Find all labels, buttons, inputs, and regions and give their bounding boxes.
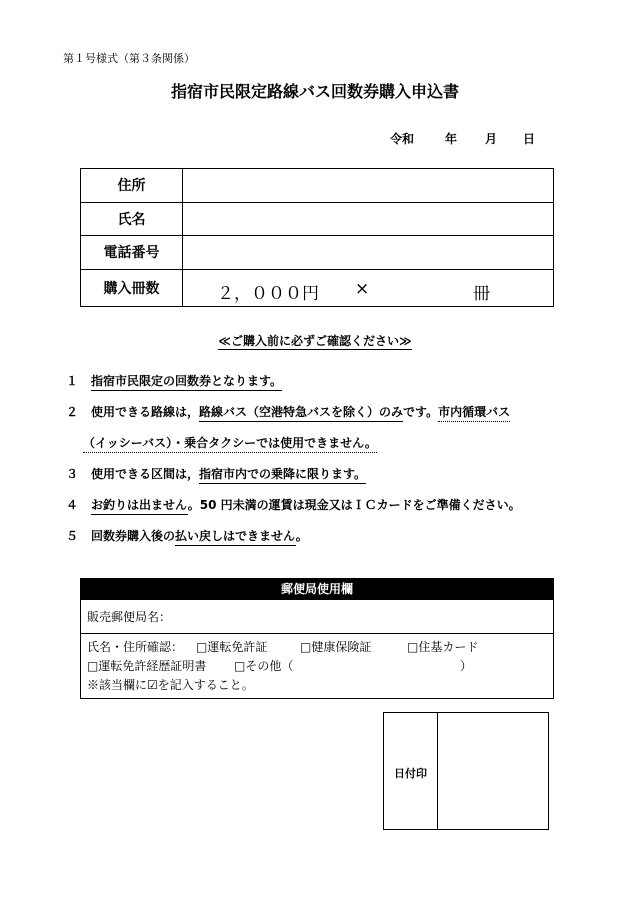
date-era: 令和 [390, 132, 415, 146]
date-year-label: 年 [445, 132, 458, 146]
id-check-label: 氏名・住所確認： [87, 640, 184, 654]
name-label: 氏名 [81, 202, 183, 236]
application-table [80, 168, 554, 307]
list-item-continuation: （イッシーバス）・乗合タクシーでは使用できません。 [66, 434, 576, 465]
list-item: ２ 使用できる路線は，路線バス（空港特急バスを除く）のみです。市内循環バス [66, 403, 576, 434]
date-month-label: 月 [485, 132, 498, 146]
list-item: ４ お釣りは出ません。50 円未満の運賃は現金又はＩＣカードをご準備ください。 [66, 496, 576, 527]
notice-list [66, 372, 576, 558]
notice-heading: ≪ご購入前に必ずご確認ください≫ [218, 334, 412, 348]
times-sign: × [355, 278, 370, 299]
option-license-history[interactable]: □運転免許経歴証明書 [87, 659, 207, 673]
date-stamp-label: 日付印 [394, 767, 427, 780]
name-field[interactable] [183, 202, 554, 236]
unit-text: 冊 [473, 283, 490, 304]
post-office-section [80, 578, 554, 699]
form-number: 第１号様式（第３条関係） [63, 52, 195, 65]
phone-label: 電話番号 [81, 236, 183, 270]
date-stamp-box [383, 712, 549, 830]
list-item: １ 指宿市民限定の回数券となります。 [66, 372, 576, 403]
page-title: 指宿市民限定路線バス回数券購入申込書 [170, 82, 459, 101]
option-resident-card[interactable]: □住基カード [407, 640, 479, 654]
instruction-text: ※該当欄に☑を記入すること。 [87, 678, 254, 692]
quantity-field[interactable] [183, 269, 554, 306]
post-office-name-label: 販売郵便局名： [87, 610, 172, 624]
list-item: ３ 使用できる区間は，指宿市内での乗降に限ります。 [66, 465, 576, 496]
date-day-label: 日 [523, 132, 536, 146]
post-office-name-field[interactable] [81, 600, 553, 634]
post-office-heading: 郵便局使用欄 [81, 579, 553, 600]
stamp-divider [437, 713, 438, 829]
option-other[interactable]: □その他（ [234, 659, 294, 673]
address-label: 住所 [81, 169, 183, 203]
quantity-label: 購入冊数 [81, 269, 183, 306]
option-drivers-license[interactable]: □運転免許証 [196, 640, 268, 654]
price-text: ２，０００円 [217, 283, 319, 304]
phone-field[interactable] [183, 236, 554, 270]
id-check-section [81, 634, 553, 698]
option-other-close: ） [460, 659, 473, 673]
address-field[interactable] [183, 169, 554, 203]
option-health-insurance[interactable]: □健康保険証 [300, 640, 372, 654]
list-item: ５ 回数券購入後の払い戻しはできません。 [66, 527, 576, 558]
